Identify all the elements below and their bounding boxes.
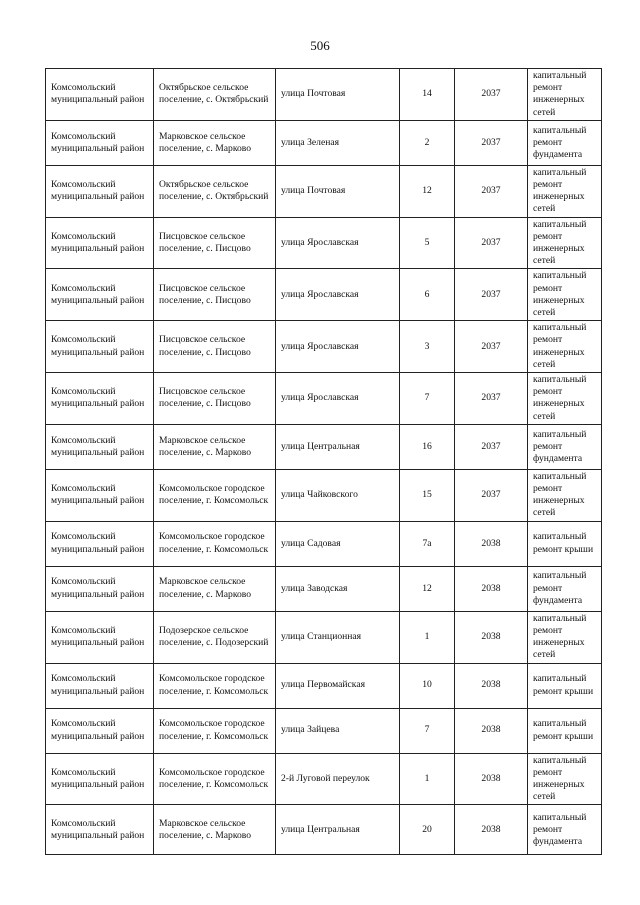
repair-year-cell: 2038	[455, 521, 528, 566]
work-type-cell: капитальный ремонт крыши	[528, 521, 602, 566]
repair-year-cell: 2037	[455, 165, 528, 217]
work-type-cell: капитальный ремонт инженерных сетей	[528, 611, 602, 663]
table-row	[46, 521, 602, 566]
table-row	[46, 753, 602, 805]
district-cell: Комсомольский муниципальный район	[46, 321, 154, 373]
work-type-cell: капитальный ремонт инженерных сетей	[528, 165, 602, 217]
work-type-cell: капитальный ремонт инженерных сетей	[528, 69, 602, 121]
street-cell: улица Ярославская	[276, 321, 400, 373]
settlement-cell: Комсомольское городское поселение, г. Комсомольск	[154, 521, 276, 566]
district-cell: Комсомольский муниципальный район	[46, 120, 154, 165]
house-number-cell: 12	[400, 566, 455, 611]
work-type-cell: капитальный ремонт фундамента	[528, 120, 602, 165]
repair-year-cell: 2037	[455, 373, 528, 425]
house-number-cell: 2	[400, 120, 455, 165]
table-row	[46, 663, 602, 708]
district-cell: Комсомольский муниципальный район	[46, 805, 154, 855]
street-cell: улица Заводская	[276, 566, 400, 611]
district-cell: Комсомольский муниципальный район	[46, 424, 154, 469]
table-row	[46, 611, 602, 663]
district-cell: Комсомольский муниципальный район	[46, 611, 154, 663]
district-cell: Комсомольский муниципальный район	[46, 217, 154, 269]
settlement-cell: Марковское сельское поселение, с. Марково	[154, 805, 276, 855]
street-cell: улица Станционная	[276, 611, 400, 663]
street-cell: улица Садовая	[276, 521, 400, 566]
street-cell: улица Ярославская	[276, 269, 400, 321]
settlement-cell: Октябрьское сельское поселение, с. Октябрьский	[154, 165, 276, 217]
repair-year-cell: 2037	[455, 321, 528, 373]
district-cell: Комсомольский муниципальный район	[46, 566, 154, 611]
house-number-cell: 6	[400, 269, 455, 321]
table-row	[46, 373, 602, 425]
settlement-cell: Марковское сельское поселение, с. Марково	[154, 424, 276, 469]
settlement-cell: Писцовское сельское поселение, с. Писцово	[154, 217, 276, 269]
street-cell: улица Первомайская	[276, 663, 400, 708]
settlement-cell: Писцовское сельское поселение, с. Писцово	[154, 269, 276, 321]
repair-year-cell: 2037	[455, 217, 528, 269]
house-number-cell: 15	[400, 469, 455, 521]
table-body	[46, 69, 602, 855]
table-row	[46, 217, 602, 269]
district-cell: Комсомольский муниципальный район	[46, 165, 154, 217]
table-row	[46, 424, 602, 469]
house-number-cell: 14	[400, 69, 455, 121]
street-cell: улица Ярославская	[276, 217, 400, 269]
work-type-cell: капитальный ремонт фундамента	[528, 566, 602, 611]
house-number-cell: 20	[400, 805, 455, 855]
work-type-cell: капитальный ремонт инженерных сетей	[528, 469, 602, 521]
house-number-cell: 1	[400, 753, 455, 805]
street-cell: 2-й Луговой переулок	[276, 753, 400, 805]
house-number-cell: 5	[400, 217, 455, 269]
repair-year-cell: 2037	[455, 120, 528, 165]
street-cell: улица Зайцева	[276, 708, 400, 753]
settlement-cell: Писцовское сельское поселение, с. Писцово	[154, 321, 276, 373]
settlement-cell: Писцовское сельское поселение, с. Писцово	[154, 373, 276, 425]
house-number-cell: 16	[400, 424, 455, 469]
table-row	[46, 805, 602, 855]
repair-year-cell: 2037	[455, 69, 528, 121]
district-cell: Комсомольский муниципальный район	[46, 69, 154, 121]
table-row	[46, 708, 602, 753]
work-type-cell: капитальный ремонт крыши	[528, 663, 602, 708]
district-cell: Комсомольский муниципальный район	[46, 708, 154, 753]
work-type-cell: капитальный ремонт инженерных сетей	[528, 269, 602, 321]
district-cell: Комсомольский муниципальный район	[46, 663, 154, 708]
house-number-cell: 3	[400, 321, 455, 373]
work-type-cell: капитальный ремонт инженерных сетей	[528, 321, 602, 373]
district-cell: Комсомольский муниципальный район	[46, 753, 154, 805]
table-row	[46, 69, 602, 121]
work-type-cell: капитальный ремонт фундамента	[528, 424, 602, 469]
repair-year-cell: 2038	[455, 611, 528, 663]
house-number-cell: 12	[400, 165, 455, 217]
street-cell: улица Почтовая	[276, 69, 400, 121]
table-row	[46, 269, 602, 321]
house-number-cell: 10	[400, 663, 455, 708]
house-number-cell: 7	[400, 373, 455, 425]
repair-year-cell: 2038	[455, 753, 528, 805]
street-cell: улица Почтовая	[276, 165, 400, 217]
district-cell: Комсомольский муниципальный район	[46, 269, 154, 321]
page-number: 506	[310, 38, 330, 53]
repair-year-cell: 2038	[455, 663, 528, 708]
settlement-cell: Марковское сельское поселение, с. Марково	[154, 566, 276, 611]
table-row	[46, 566, 602, 611]
repair-year-cell: 2038	[455, 708, 528, 753]
street-cell: улица Чайковского	[276, 469, 400, 521]
settlement-cell: Октябрьское сельское поселение, с. Октябрьский	[154, 69, 276, 121]
repair-year-cell: 2037	[455, 269, 528, 321]
settlement-cell: Комсомольское городское поселение, г. Комсомольск	[154, 708, 276, 753]
district-cell: Комсомольский муниципальный район	[46, 521, 154, 566]
work-type-cell: капитальный ремонт крыши	[528, 708, 602, 753]
street-cell: улица Центральная	[276, 424, 400, 469]
housing-repair-table	[45, 68, 602, 855]
settlement-cell: Комсомольское городское поселение, г. Комсомольск	[154, 753, 276, 805]
table-row	[46, 469, 602, 521]
district-cell: Комсомольский муниципальный район	[46, 469, 154, 521]
settlement-cell: Подозерское сельское поселение, с. Подозерский	[154, 611, 276, 663]
settlement-cell: Комсомольское городское поселение, г. Комсомольск	[154, 469, 276, 521]
repair-year-cell: 2037	[455, 469, 528, 521]
house-number-cell: 7а	[400, 521, 455, 566]
repair-year-cell: 2037	[455, 424, 528, 469]
work-type-cell: капитальный ремонт инженерных сетей	[528, 753, 602, 805]
street-cell: улица Ярославская	[276, 373, 400, 425]
street-cell: улица Зеленая	[276, 120, 400, 165]
district-cell: Комсомольский муниципальный район	[46, 373, 154, 425]
settlement-cell: Комсомольское городское поселение, г. Комсомольск	[154, 663, 276, 708]
table-row	[46, 165, 602, 217]
street-cell: улица Центральная	[276, 805, 400, 855]
settlement-cell: Марковское сельское поселение, с. Марково	[154, 120, 276, 165]
repair-year-cell: 2038	[455, 566, 528, 611]
work-type-cell: капитальный ремонт инженерных сетей	[528, 217, 602, 269]
house-number-cell: 1	[400, 611, 455, 663]
house-number-cell: 7	[400, 708, 455, 753]
work-type-cell: капитальный ремонт инженерных сетей	[528, 373, 602, 425]
work-type-cell: капитальный ремонт фундамента	[528, 805, 602, 855]
table-row	[46, 120, 602, 165]
table-row	[46, 321, 602, 373]
repair-year-cell: 2038	[455, 805, 528, 855]
